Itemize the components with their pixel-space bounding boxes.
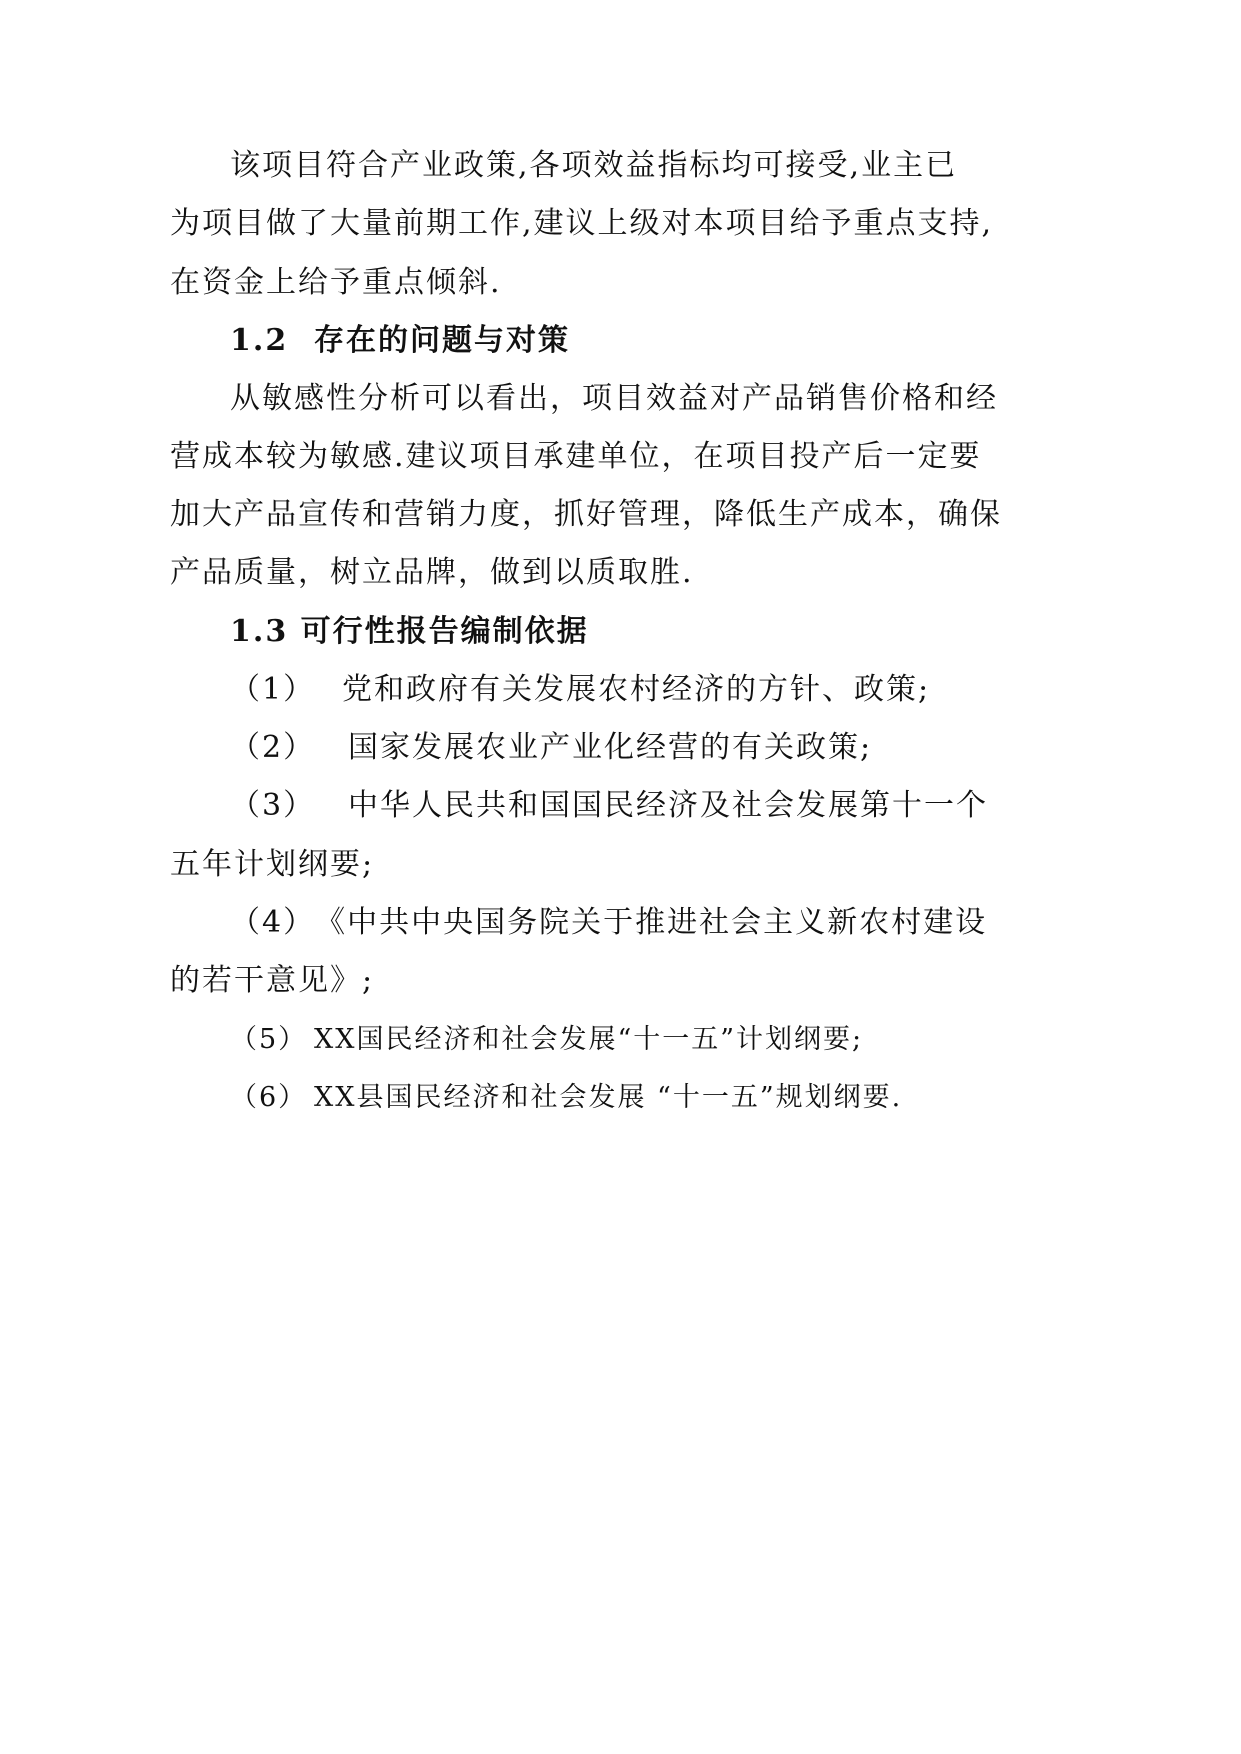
paragraph-line: 产品质量，树立品牌，做到以质取胜. [170, 555, 694, 590]
list-item [230, 1020, 863, 1060]
list-item-number: （5） [230, 1024, 308, 1055]
list-item-number: （1） [230, 672, 316, 707]
paragraph-line: 该项目符合产业政策,各项效益指标均可接受,业主已 [230, 148, 958, 183]
paragraph-line: 加大产品宣传和营销力度，抓好管理，降低生产成本，确保 [170, 497, 1002, 532]
list-item-number: （2） [230, 730, 316, 765]
section-heading-1-2 [230, 321, 570, 361]
list-item [230, 728, 872, 768]
list-item-text: XX国民经济和社会发展“十一五”计划纲要; [314, 1024, 864, 1055]
section-number: 1.3 [230, 614, 289, 649]
list-item-text: 中华人民共和国国民经济及社会发展第十一个 [348, 788, 988, 823]
paragraph-line: 从敏感性分析可以看出，项目效益对产品销售价格和经 [230, 381, 998, 416]
paragraph-line: 在资金上给予重点倾斜. [170, 265, 502, 300]
paragraph-line: 为项目做了大量前期工作,建议上级对本项目给予重点支持, [170, 206, 994, 241]
section-number: 1.2 [230, 323, 289, 358]
list-item-number: （3） [230, 788, 316, 823]
list-item-number: （6） [230, 1082, 308, 1113]
paragraph-line: 营成本较为敏感.建议项目承建单位，在项目投产后一定要 [170, 439, 982, 474]
list-item-text: 《中共中央国务院关于推进社会主义新农村建设 [315, 905, 988, 940]
list-item [230, 903, 987, 943]
section-heading-1-3 [230, 612, 589, 652]
list-item [230, 1078, 902, 1118]
list-item [230, 786, 988, 826]
list-item-text: XX县国民经济和社会发展 “十一五”规划纲要. [314, 1082, 903, 1113]
list-item-continuation: 的若干意见》; [170, 963, 375, 998]
list-item [230, 670, 930, 710]
list-item-text: 党和政府有关发展农村经济的方针、政策; [342, 672, 931, 707]
list-item-text: 国家发展农业产业化经营的有关政策; [348, 730, 873, 765]
section-title: 存在的问题与对策 [314, 323, 570, 358]
list-item-number: （4） [230, 905, 316, 940]
section-title: 可行性报告编制依据 [300, 614, 589, 649]
list-item-continuation: 五年计划纲要; [170, 847, 375, 882]
